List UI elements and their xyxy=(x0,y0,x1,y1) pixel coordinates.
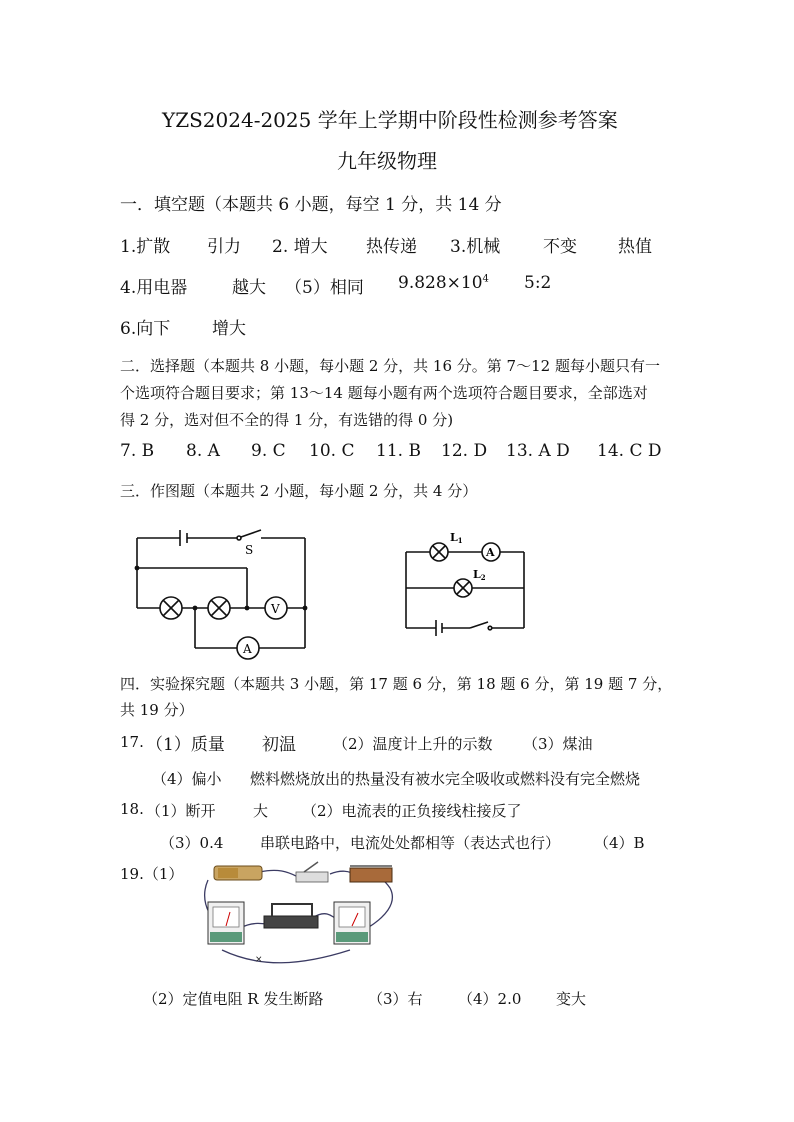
q19-number: 19.（1） xyxy=(120,865,184,883)
answer-2a: 2. 增大 xyxy=(272,237,328,257)
page-subtitle: 九年级物理 xyxy=(337,149,437,173)
answer-3a: 3.机械 xyxy=(450,237,501,257)
experiment-apparatus-image xyxy=(200,858,400,966)
answer-4a: 4.用电器 xyxy=(120,278,188,298)
choice-14: 14. C D xyxy=(597,441,662,461)
choice-10: 10. C xyxy=(309,441,355,461)
choice-13: 13. A D xyxy=(506,441,570,461)
answer-5b xyxy=(398,273,489,293)
section2-heading-3: 得 2 分，选对但不全的得 1 分，有选错的得 0 分) xyxy=(120,411,454,429)
answer-5b-base: 9.828×10 xyxy=(398,273,483,293)
lamp2-label: L2 xyxy=(473,568,486,582)
voltmeter-label: V xyxy=(271,602,280,616)
q18-part4: （4）B xyxy=(594,834,645,852)
q18-part1: （1）断开 xyxy=(146,802,216,820)
section3-heading: 三．作图题（本题共 2 小题，每小题 2 分，共 4 分） xyxy=(120,482,478,500)
q19-part4: （4）2.0 xyxy=(458,990,522,1008)
circuit-diagram-2 xyxy=(400,528,530,638)
circuit2-ammeter-label: A xyxy=(486,546,495,559)
choice-7: 7. B xyxy=(120,441,155,461)
q19-part2: （2）定值电阻 R 发生断路 xyxy=(143,990,324,1008)
answer-3b: 不变 xyxy=(543,237,577,257)
ammeter-label: A xyxy=(243,642,252,656)
q17-part2: （2）温度计上升的示数 xyxy=(333,735,493,753)
section2-heading-1: 二．选择题（本题共 8 小题，每小题 2 分，共 16 分。第 7～12 题每小题只有一 xyxy=(120,357,660,375)
section4-heading-2: 共 19 分） xyxy=(120,701,194,719)
choice-8: 8. A xyxy=(186,441,220,461)
answer-5b-exponent: 4 xyxy=(482,273,489,285)
section1-heading: 一．填空题（本题共 6 小题，每空 1 分，共 14 分 xyxy=(120,195,502,215)
section4-heading-1: 四．实验探究题（本题共 3 小题，第 17 题 6 分，第 18 题 6 分，第 19 题 7 分， xyxy=(120,675,673,693)
answer-2b: 热传递 xyxy=(366,237,417,257)
section2-heading-2: 个选项符合题目要求；第 13～14 题每小题有两个选项符合题目要求，全部选对 xyxy=(120,384,648,402)
q19-part4b: 变大 xyxy=(556,990,587,1008)
q18-part1b: 大 xyxy=(253,802,269,820)
q17-part3: （3）煤油 xyxy=(523,735,593,753)
switch-label: S xyxy=(245,543,254,557)
answer-1b: 引力 xyxy=(207,237,241,257)
circuit-diagram-1 xyxy=(125,518,320,663)
q17-part1b: 初温 xyxy=(262,735,296,755)
q19-part3: （3）右 xyxy=(368,990,423,1008)
lamp1-label: L1 xyxy=(450,531,463,545)
answer-5a: （5）相同 xyxy=(285,278,364,298)
answer-3c: 热值 xyxy=(618,237,652,257)
answer-6a: 6.向下 xyxy=(120,319,171,339)
q18-part3b: 串联电路中，电流处处都相等（表达式也行） xyxy=(260,834,561,852)
page-title: YZS2024-2025 学年上学期中阶段性检测参考答案 xyxy=(162,108,618,132)
q17-number: 17. xyxy=(120,733,144,751)
q17-part4: （4）偏小 xyxy=(152,770,222,788)
choice-12: 12. D xyxy=(441,441,488,461)
answer-4b: 越大 xyxy=(232,278,266,298)
q18-part3: （3）0.4 xyxy=(160,834,224,852)
svg-text:×: × xyxy=(255,955,263,965)
answer-1a: 1.扩散 xyxy=(120,237,171,257)
q18-number: 18. xyxy=(120,800,144,818)
choice-11: 11. B xyxy=(376,441,421,461)
q17-part1: （1）质量 xyxy=(146,735,225,755)
answer-5c: 5:2 xyxy=(524,273,552,293)
q17-part4b: 燃料燃烧放出的热量没有被水完全吸收或燃料没有完全燃烧 xyxy=(250,770,641,788)
answer-6b: 增大 xyxy=(212,319,246,339)
choice-9: 9. C xyxy=(251,441,286,461)
q18-part2: （2）电流表的正负接线柱接反了 xyxy=(302,802,522,820)
